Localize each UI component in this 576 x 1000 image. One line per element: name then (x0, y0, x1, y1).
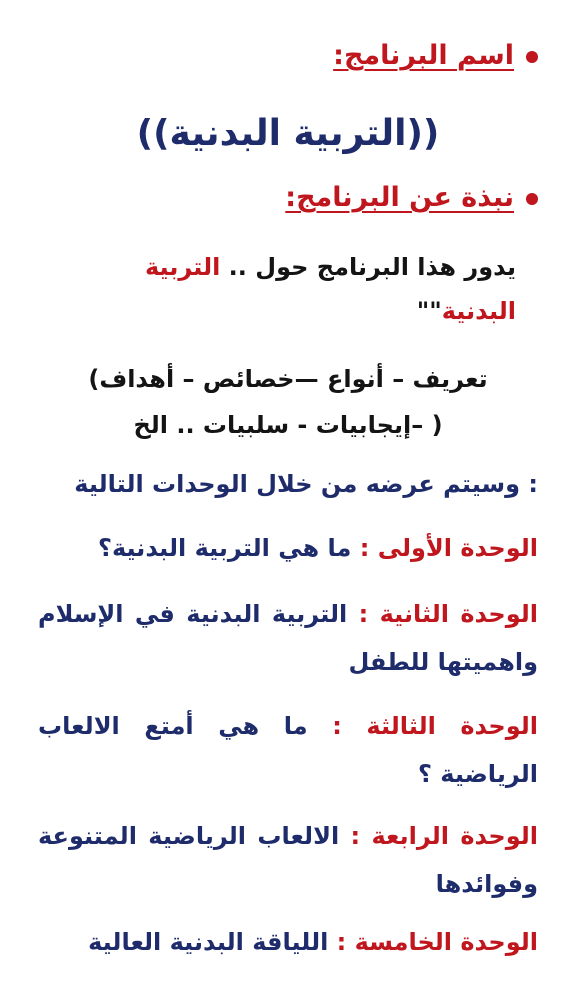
program-name-heading (333, 38, 538, 74)
unit-1-text: ما هي التربية البدنية؟ (98, 534, 352, 562)
unit-2-label: الوحدة الثانية : (347, 600, 538, 628)
bullet-icon (526, 51, 538, 63)
unit-5-label: الوحدة الخامسة : (328, 928, 538, 956)
unit-4-label: الوحدة الرابعة : (339, 822, 538, 850)
unit-5 (38, 918, 538, 966)
unit-5-text: اللياقة البدنية العالية (88, 928, 329, 956)
program-title: ((التربية البدنية)) (136, 113, 440, 154)
program-name-heading-text: اسم البرنامج: (333, 40, 514, 71)
unit-2-text: التربية البدنية في الإسلام واهميتها للطفل (38, 600, 538, 676)
unit-3-text: ما هي أمتع الالعاب الرياضية ؟ (38, 712, 538, 788)
unit-1 (38, 524, 538, 572)
unit-3 (38, 702, 538, 798)
topics-line-2: ( –إيجابيات - سلبيات .. الخ (133, 411, 443, 439)
topics-line-1: تعريف – أنواع —خصائص – أهداف) (88, 365, 488, 393)
about-heading-text: نبذة عن البرنامج: (285, 182, 514, 213)
about-heading (285, 180, 538, 216)
intro-paragraph (56, 245, 516, 333)
unit-3-label: الوحدة الثالثة : (307, 712, 539, 740)
unit-4 (38, 812, 538, 908)
unit-2 (38, 590, 538, 686)
intro-highlight: التربية البدنية (145, 253, 516, 325)
unit-4-text: الالعاب الرياضية المتنوعة وفوائدها (38, 822, 538, 898)
unit-1-label: الوحدة الأولى : (351, 534, 538, 562)
intro-prefix: يدور هذا البرنامج حول .. (220, 253, 516, 281)
topics-paragraph (20, 356, 556, 448)
bullet-icon (526, 193, 538, 205)
units-intro: : وسيتم عرضه من خلال الوحدات التالية (74, 470, 538, 498)
intro-quotes: "" (416, 297, 442, 325)
